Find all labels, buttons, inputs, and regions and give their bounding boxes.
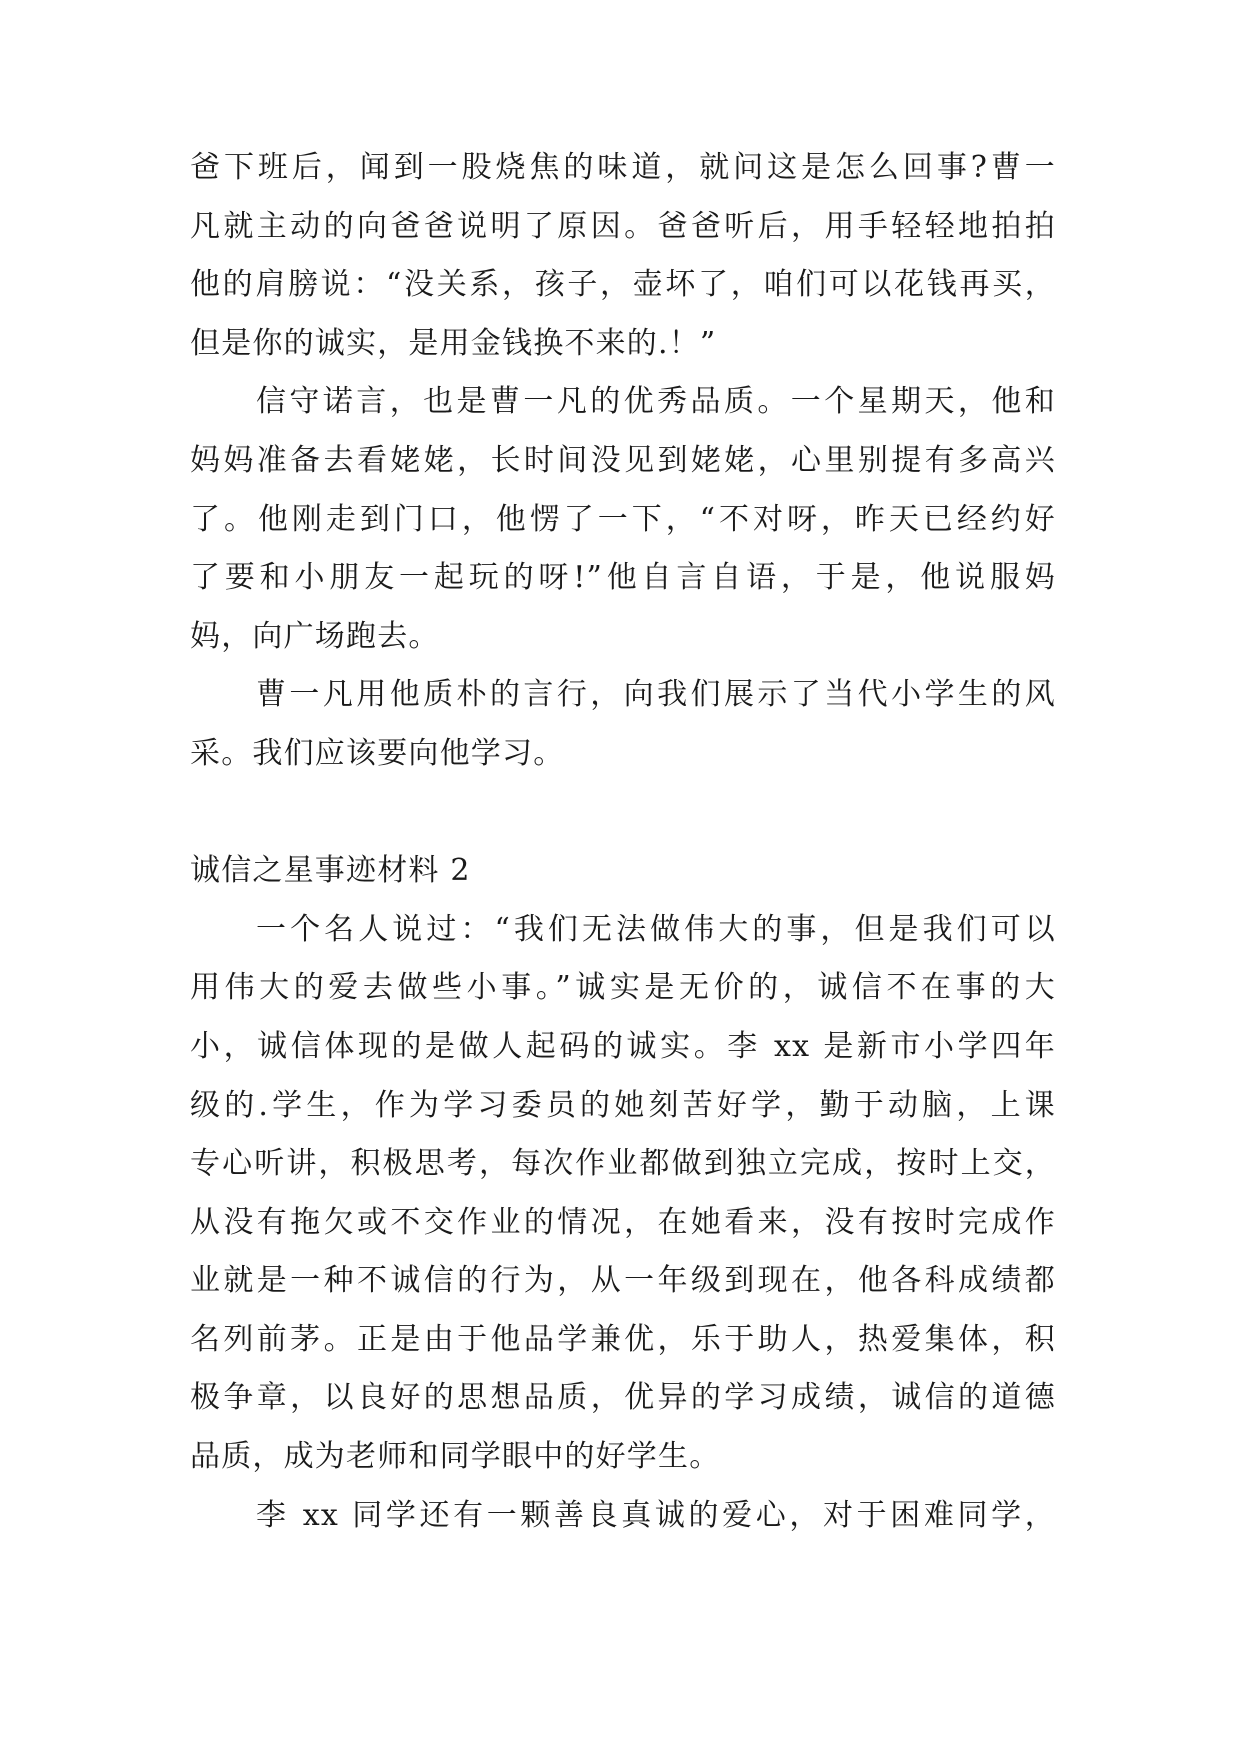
text-line: 采。我们应该要向他学习。 xyxy=(190,735,565,771)
text-line: 凡就主动的向爸爸说明了原因。爸爸听后，用手轻轻地拍拍 xyxy=(190,208,1056,244)
text-line: 李 xx 同学还有一颗善良真诚的爱心，对于困难同学， xyxy=(256,1497,1056,1533)
paragraph-li-xx-student xyxy=(190,901,1056,1487)
document-body xyxy=(190,139,1056,1545)
text-line: 用伟大的爱去做些小事。”诚实是无价的，诚信不在事的大 xyxy=(190,970,1056,1006)
text-line: 级的.学生，作为学习委员的她刻苦好学，勤于动脑，上课 xyxy=(190,1087,1056,1123)
text-line: 爸下班后，闻到一股烧焦的味道，就问这是怎么回事?曹一 xyxy=(190,150,1056,185)
text-line: 小，诚信体现的是做人起码的诚实。李 xx 是新市小学四年 xyxy=(190,1028,1056,1064)
section-heading: 诚信之星事迹材料 2 xyxy=(190,853,471,889)
section-spacer xyxy=(190,784,1056,843)
text-line: 曹一凡用他质朴的言行，向我们展示了当代小学生的风 xyxy=(256,677,1056,713)
paragraph-father-reply xyxy=(190,139,1056,373)
text-line: 品质，成为老师和同学眼中的好学生。 xyxy=(190,1439,721,1475)
text-line: 他的肩膀说：“没关系，孩子，壶坏了，咱们可以花钱再买， xyxy=(190,267,1056,303)
text-line: 妈，向广场跑去。 xyxy=(190,618,440,654)
text-line: 名列前茅。正是由于他品学兼优，乐于助人，热爱集体，积 xyxy=(190,1321,1056,1357)
text-line: 专心听讲，积极思考，每次作业都做到独立完成，按时上交， xyxy=(190,1146,1056,1182)
paragraph-conclusion xyxy=(190,666,1056,783)
text-line: 了要和小朋友一起玩的呀!”他自言自语，于是，他说服妈 xyxy=(190,560,1056,596)
text-line: 了。他刚走到门口，他愣了一下，“不对呀，昨天已经约好 xyxy=(190,501,1056,537)
paragraph-li-xx-kindness xyxy=(190,1487,1056,1546)
text-line: 一个名人说过：“我们无法做伟大的事，但是我们可以 xyxy=(256,911,1056,947)
text-line: 妈妈准备去看姥姥，长时间没见到姥姥，心里别提有多高兴 xyxy=(190,442,1056,478)
text-line: 极争章，以良好的思想品质，优异的学习成绩，诚信的道德 xyxy=(190,1380,1056,1416)
paragraph-keeping-promise xyxy=(190,373,1056,666)
text-line: 业就是一种不诚信的行为，从一年级到现在，他各科成绩都 xyxy=(190,1263,1056,1299)
text-line: 但是你的诚实，是用金钱换不来的.！” xyxy=(190,325,717,361)
text-line: 信守诺言，也是曹一凡的优秀品质。一个星期天，他和 xyxy=(256,384,1056,420)
text-line: 从没有拖欠或不交作业的情况，在她看来，没有按时完成作 xyxy=(190,1204,1056,1240)
